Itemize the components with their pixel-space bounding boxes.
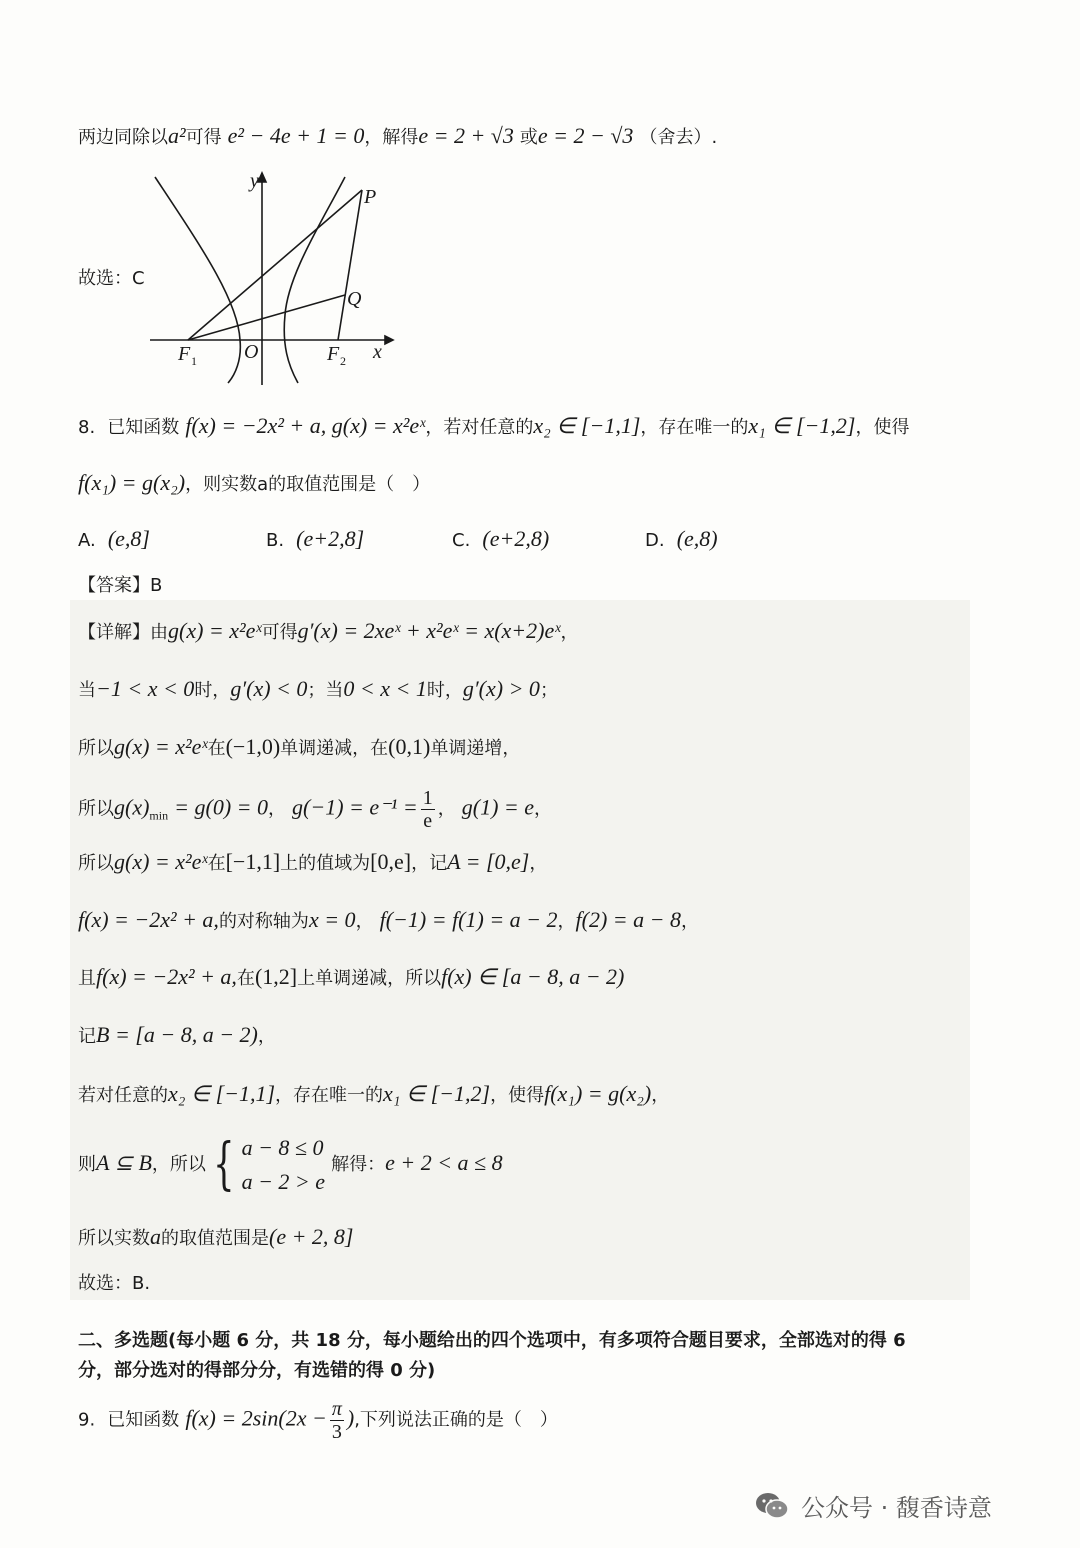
label-F1: F — [178, 343, 191, 365]
text: 已知函数 — [107, 417, 180, 438]
q8-line2 — [78, 469, 430, 497]
text: 在 — [207, 738, 226, 759]
math: g(x) = x²eˣ — [168, 618, 262, 643]
math: g(−1) = e⁻¹ = — [292, 794, 418, 820]
math: (1,2] — [254, 964, 298, 989]
label-Q: Q — [347, 288, 362, 310]
math: f(2) = a − 8 — [575, 907, 681, 932]
text: ，则实数a的取值范围是（ ） — [185, 474, 431, 495]
math: g(x) = x²eˣ — [114, 734, 208, 759]
label-F1-sub: 1 — [191, 354, 197, 368]
hyperbola-left-branch — [155, 177, 240, 383]
text: （舍去）. — [639, 127, 718, 148]
question-number: 9. — [78, 1409, 96, 1431]
text: 记 — [78, 1026, 96, 1047]
answer-7: 故选：C — [78, 268, 145, 289]
math: 0 < x < 1 — [343, 676, 427, 701]
answer-tag: 【答案】B — [78, 575, 163, 596]
math: g′(x) > 0 — [462, 676, 540, 701]
option-label: A. — [78, 530, 96, 551]
label-P: P — [364, 186, 377, 208]
solution-line-12 — [78, 1272, 150, 1296]
q8-line1 — [78, 412, 909, 440]
text: 单调递增， — [430, 738, 521, 759]
text: 的取值范围是 — [161, 1228, 269, 1249]
solution-line-6 — [78, 906, 699, 934]
solution-line-4 — [78, 787, 552, 832]
text: ，使得 — [490, 1085, 545, 1106]
option-value: (e+2,8] — [296, 526, 365, 551]
option-value: (e+2,8) — [482, 526, 550, 551]
option-value: (e,8) — [676, 526, 718, 551]
inequality-system — [242, 1131, 325, 1199]
math: e = 2 + √3 — [418, 123, 514, 148]
option-d — [645, 526, 718, 552]
math: [0,e] — [370, 849, 412, 874]
text: ， — [437, 798, 456, 820]
line-F1Q — [188, 295, 345, 340]
text: ；当 — [307, 680, 344, 701]
hyperbola-figure — [140, 165, 400, 395]
math: = g(0) = 0 — [174, 794, 268, 820]
math: g′(x) = 2xeˣ + x²eˣ = x(x+2)eˣ — [297, 618, 561, 643]
solution-line-2 — [78, 675, 558, 703]
text: ， — [257, 1026, 276, 1047]
math: f(x) ∈ [a − 8, a − 2) — [441, 964, 625, 989]
math: f(x) = −2x² + a, g(x) = x²eˣ — [185, 413, 426, 438]
solution-line-8 — [78, 1021, 276, 1049]
line-F1P — [188, 190, 362, 340]
math: x₂ ∈ [−1,1] — [533, 413, 641, 438]
text: ，若对任意的 — [425, 417, 534, 438]
text: 已知函数 — [107, 1409, 180, 1431]
math: ) — [346, 1405, 355, 1431]
text: 两边同除以 — [78, 127, 168, 148]
wechat-icon — [755, 1491, 789, 1521]
section2-heading-line1: 二、多选题(每小题 6 分，共 18 分，每小题给出的四个选项中，有多项符合题目要求，全部选对的得 6 — [78, 1330, 906, 1351]
text: ，存在唯一的 — [275, 1085, 384, 1106]
math: f(x₁) = g(x₂) — [544, 1081, 652, 1106]
math: (0,1) — [388, 734, 431, 759]
text: 可得 — [185, 127, 222, 148]
solution-line-10 — [78, 1130, 503, 1200]
text: 上单调递减，所以 — [297, 968, 442, 989]
math: x₁ ∈ [−1,2] — [383, 1081, 491, 1106]
math: a − 2 > e — [241, 1169, 326, 1194]
text: ， — [355, 911, 374, 932]
question-number: 8. — [78, 417, 96, 438]
option-label: D. — [645, 530, 665, 551]
solution-line-3 — [78, 733, 520, 761]
math: g(1) = e — [461, 794, 535, 820]
math: f(−1) = f(1) = a − 2 — [379, 907, 558, 932]
text: 所以 — [78, 798, 114, 820]
y-axis-arrow — [258, 173, 266, 182]
fraction-numerator: 1 — [422, 787, 433, 809]
q9-line — [78, 1398, 558, 1443]
text: ，存在唯一的 — [640, 417, 749, 438]
option-label: C. — [452, 530, 471, 551]
text: 解得： — [331, 1154, 386, 1175]
math: e + 2 < a ≤ 8 — [385, 1150, 503, 1175]
text: 【详解】由 — [78, 622, 168, 643]
option-value: (e,8] — [107, 526, 150, 551]
math: g′(x) < 0 — [230, 676, 308, 701]
text: 单调递减，在 — [280, 738, 389, 759]
text: 的对称轴为 — [218, 911, 309, 932]
math: [−1,1] — [225, 849, 281, 874]
text: ， — [681, 911, 699, 932]
math: B = [a − 8, a − 2) — [96, 1022, 258, 1047]
text: ,下列说法正确的是（ ） — [354, 1409, 558, 1431]
prev-solution-line — [78, 122, 717, 150]
text: ， — [529, 853, 548, 874]
option-label: B. — [266, 530, 285, 551]
line-PF2 — [338, 190, 362, 340]
text: ，解得 — [364, 127, 419, 148]
text: ， — [557, 911, 576, 932]
math: a² — [168, 123, 186, 148]
x-axis-arrow — [385, 336, 393, 344]
text: 或 — [519, 127, 538, 148]
math: e² − 4e + 1 = 0 — [227, 123, 365, 148]
text: 上的值域为 — [280, 853, 371, 874]
math: a — [150, 1224, 161, 1249]
text: 则 — [78, 1154, 96, 1175]
math: (e + 2, 8] — [269, 1224, 354, 1249]
math: a − 8 ≤ 0 — [241, 1135, 324, 1160]
text: 时， — [194, 680, 231, 701]
math: f(x) = 2sin(2x − — [185, 1405, 327, 1431]
text: 时， — [426, 680, 463, 701]
math: f(x) = −2x² + a, — [78, 907, 219, 932]
solution-line-5 — [78, 848, 547, 876]
text: 在 — [207, 853, 226, 874]
fraction — [330, 1398, 344, 1443]
text: 当 — [78, 680, 96, 701]
text: ，所以 — [151, 1154, 206, 1175]
solution-line-9 — [78, 1080, 669, 1108]
text: ，记 — [411, 853, 448, 874]
section2-heading-line2: 分，部分选对的得部分分，有选错的得 0 分) — [78, 1360, 436, 1381]
label-O: O — [244, 341, 259, 363]
text: 所以 — [78, 853, 114, 874]
label-F2: F — [327, 343, 340, 365]
math: g(x) — [114, 794, 150, 820]
text: 所以 — [78, 738, 114, 759]
math: −1 < x < 0 — [96, 676, 195, 701]
watermark — [755, 1488, 992, 1523]
text: 故选：B. — [78, 1273, 151, 1294]
math-subscript: min — [149, 808, 169, 823]
text: ，使得 — [855, 417, 910, 438]
label-y: y — [250, 170, 259, 192]
fraction-numerator: π — [331, 1398, 342, 1420]
math: f(x) = −2x² + a, — [96, 964, 237, 989]
text: 且 — [78, 968, 96, 989]
solution-line-7 — [78, 963, 624, 991]
fraction — [421, 787, 435, 832]
text: 在 — [236, 968, 255, 989]
option-a — [78, 526, 150, 552]
math: A ⊆ B — [96, 1150, 152, 1175]
fraction-denominator: 3 — [331, 1421, 342, 1443]
label-x: x — [373, 341, 382, 363]
text: 所以实数 — [78, 1228, 150, 1249]
fraction-denominator: e — [423, 810, 433, 832]
math: e = 2 − √3 — [537, 123, 634, 148]
math: g(x) = x²eˣ — [114, 849, 208, 874]
label-F2-sub: 2 — [340, 354, 346, 368]
math: f(x₁) = g(x₂) — [78, 470, 186, 495]
watermark-text: 公众号 · 馥香诗意 — [801, 1494, 992, 1522]
text: ； — [539, 680, 558, 701]
math: x₁ ∈ [−1,2] — [748, 413, 856, 438]
solution-line-1 — [78, 617, 578, 645]
math: x₂ ∈ [−1,1] — [168, 1081, 276, 1106]
left-brace: { — [213, 1132, 235, 1197]
text: ， — [534, 798, 553, 820]
text: 可得 — [261, 622, 298, 643]
option-c — [452, 526, 549, 552]
math: x = 0 — [308, 907, 356, 932]
text: ， — [651, 1085, 670, 1106]
text: ， — [560, 622, 579, 643]
option-b — [266, 526, 364, 552]
math: (−1,0) — [225, 734, 281, 759]
solution-line-11 — [78, 1223, 354, 1251]
text: 若对任意的 — [78, 1085, 168, 1106]
text: ， — [267, 798, 286, 820]
math: A = [0,e] — [447, 849, 530, 874]
